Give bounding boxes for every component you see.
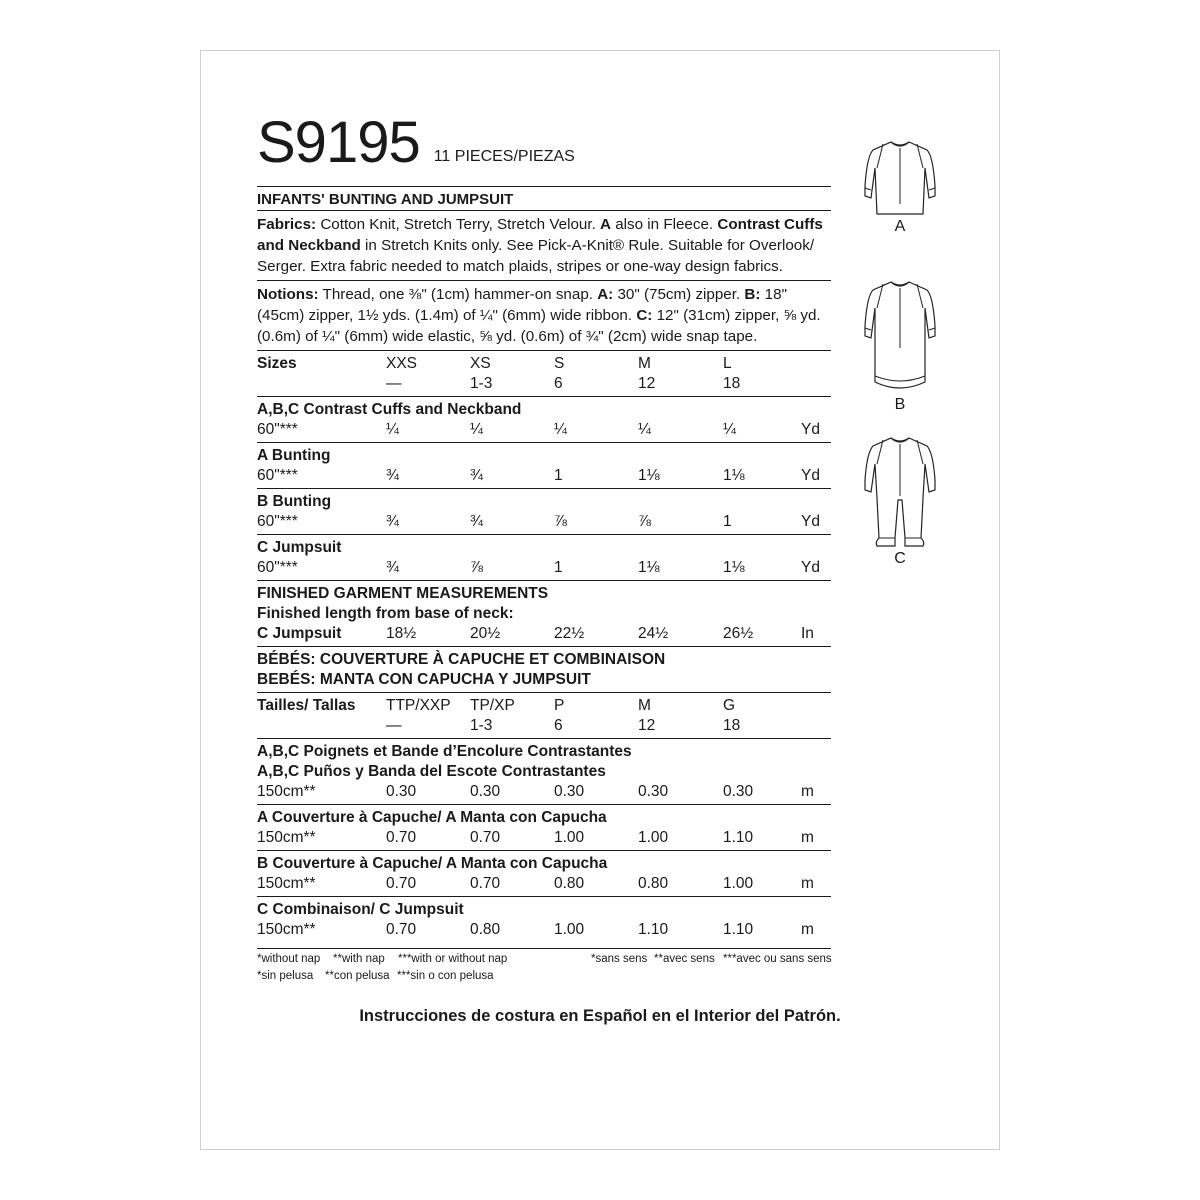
size-range: 6	[554, 717, 563, 734]
yardage-heading: B Bunting	[257, 493, 332, 510]
size-range: —	[386, 717, 402, 734]
metric-row-b	[257, 851, 831, 896]
measurement-value: 18½	[386, 625, 417, 642]
yardage-value: 0.80	[470, 921, 501, 938]
section-subheading: Finished length from base of neck:	[257, 605, 514, 622]
yardage-value: 1⅛	[638, 559, 660, 576]
yardage-value: ⅞	[554, 513, 567, 530]
yardage-metric-table	[257, 738, 831, 942]
footnote: ***sin o con pelusa	[397, 970, 494, 982]
unit: m	[801, 783, 814, 800]
yardage-value: 1.10	[638, 921, 669, 938]
yardage-heading: B Couverture à Capuche/ A Manta con Capucha	[257, 855, 608, 872]
bunting-b-sketch-icon	[855, 278, 945, 403]
size: M	[638, 355, 651, 372]
unit: Yd	[801, 513, 820, 530]
yardage-value: 0.30	[723, 783, 754, 800]
unit: Yd	[801, 559, 820, 576]
size-range: 18	[723, 717, 741, 734]
sizes-label: Tailles/ Tallas	[257, 697, 356, 714]
yardage-value: 0.70	[386, 829, 417, 846]
measurement-value: 20½	[470, 625, 501, 642]
notions-label: Notions:	[257, 286, 319, 303]
pattern-title: INFANTS' BUNTING AND JUMPSUIT	[257, 191, 514, 208]
size: XXS	[386, 355, 418, 372]
fabrics-label: Fabrics:	[257, 216, 317, 233]
yardage-value: ¼	[470, 421, 483, 438]
spanish-instructions-note: Instrucciones de costura en Español en el Interior del Patrón.	[359, 1007, 841, 1025]
yardage-value: ¼	[723, 421, 736, 438]
unit: Yd	[801, 421, 820, 438]
yardage-heading: C Combinaison/ C Jumpsuit	[257, 901, 464, 918]
section-heading: FINISHED GARMENT MEASUREMENTS	[257, 585, 549, 602]
yardage-value: 1⅛	[638, 467, 660, 484]
measurement-value: 24½	[638, 625, 669, 642]
yardage-heading: A Couverture à Capuche/ A Manta con Capucha	[257, 809, 607, 826]
yardage-value: 1.00	[554, 921, 585, 938]
footnote: *sans sens	[591, 953, 648, 965]
yardage-heading: C Jumpsuit	[257, 539, 342, 556]
yardage-row-cuffs	[257, 397, 831, 442]
sizes-label: Sizes	[257, 355, 297, 372]
yardage-value: ⅞	[470, 559, 483, 576]
footnote: **con pelusa	[325, 970, 390, 982]
footnote: *without nap	[257, 953, 321, 965]
yardage-heading: A,B,C Contrast Cuffs and Neckband	[257, 401, 522, 418]
fabric-width: 150cm**	[257, 921, 316, 938]
footnote: ***with or without nap	[398, 953, 508, 965]
size-range: 12	[638, 375, 656, 392]
size: XS	[470, 355, 491, 372]
fabric-width: 150cm**	[257, 829, 316, 846]
yardage-heading: A,B,C Puños y Banda del Escote Contrastantes	[257, 763, 606, 780]
measurement-value: 22½	[554, 625, 585, 642]
yardage-value: 1	[554, 467, 563, 484]
metric-row-a	[257, 805, 831, 850]
footnote: ***avec ou sans sens	[723, 953, 832, 965]
yardage-row-b-bunting	[257, 489, 831, 534]
metric-row-c	[257, 897, 831, 942]
yardage-value: 0.30	[638, 783, 669, 800]
yardage-value: ¾	[470, 467, 483, 484]
metric-row-cuffs	[257, 739, 831, 804]
fr-es-titles	[257, 647, 831, 692]
view-label: B	[894, 396, 906, 413]
measurement-value: 26½	[723, 625, 754, 642]
yardage-heading: A,B,C Poignets et Bande d’Encolure Contrastantes	[257, 743, 632, 760]
size-range: 1-3	[470, 375, 493, 392]
yardage-value: 0.70	[470, 829, 501, 846]
measurement-label: C Jumpsuit	[257, 625, 342, 642]
yardage-value: ¾	[386, 559, 399, 576]
yardage-value: 1.10	[723, 921, 754, 938]
yardage-value: 0.30	[470, 783, 501, 800]
size-range: 6	[554, 375, 563, 392]
fabric-width: 60"***	[257, 513, 298, 530]
yardage-value: 1.00	[638, 829, 669, 846]
yardage-heading: A Bunting	[257, 447, 331, 464]
fabric-width: 60"***	[257, 467, 298, 484]
size: G	[723, 697, 736, 714]
yardage-en-table	[257, 396, 831, 580]
yardage-value: 0.30	[554, 783, 585, 800]
fabric-width: 60"***	[257, 421, 298, 438]
yardage-value: 0.70	[470, 875, 501, 892]
unit: m	[801, 921, 814, 938]
yardage-value: 1⅛	[723, 559, 745, 576]
yardage-value: 0.70	[386, 875, 417, 892]
yardage-value: 1.00	[554, 829, 585, 846]
yardage-value: 0.30	[386, 783, 417, 800]
fabric-width: 60"***	[257, 559, 298, 576]
size: TP/XP	[470, 697, 515, 714]
size: P	[554, 697, 565, 714]
finished-measurements	[257, 581, 831, 646]
yardage-value: ¼	[554, 421, 567, 438]
jumpsuit-c-sketch-icon	[855, 434, 945, 559]
yardage-value: 1	[723, 513, 732, 530]
size-range: 1-3	[470, 717, 493, 734]
sizes-en	[257, 351, 831, 396]
fr-title: BÉBÉS: COUVERTURE À CAPUCHE ET COMBINAISON	[257, 651, 666, 668]
yardage-row-c-jumpsuit	[257, 535, 831, 580]
sizes-fr	[257, 693, 831, 738]
yardage-value: ¼	[638, 421, 651, 438]
yardage-value: ¼	[386, 421, 399, 438]
pattern-number: S9195	[257, 110, 420, 175]
unit: m	[801, 829, 814, 846]
yardage-value: 1.10	[723, 829, 754, 846]
view-label: A	[894, 218, 906, 235]
yardage-value: ¾	[470, 513, 483, 530]
unit: m	[801, 875, 814, 892]
yardage-value: 0.70	[386, 921, 417, 938]
yardage-value: 1.00	[723, 875, 754, 892]
yardage-value: 1⅛	[723, 467, 745, 484]
piece-count: 11 PIECES/PIEZAS	[433, 148, 575, 165]
footnotes	[257, 949, 831, 985]
es-title: BEBÉS: MANTA CON CAPUCHA Y JUMPSUIT	[257, 671, 591, 688]
footnote: *sin pelusa	[257, 970, 314, 982]
size: TTP/XXP	[386, 697, 451, 714]
yardage-value: 1	[554, 559, 563, 576]
size-range: —	[386, 375, 402, 392]
fabric-width: 150cm**	[257, 783, 316, 800]
yardage-value: ¾	[386, 513, 399, 530]
size: S	[554, 355, 565, 372]
yardage-value: 0.80	[638, 875, 669, 892]
yardage-row-a-bunting	[257, 443, 831, 488]
fabric-width: 150cm**	[257, 875, 316, 892]
size-range: 18	[723, 375, 741, 392]
size-range: 12	[638, 717, 656, 734]
yardage-value: 0.80	[554, 875, 585, 892]
yardage-value: ⅞	[638, 513, 651, 530]
size: L	[723, 355, 732, 372]
fabrics-text: Fabrics: Cotton Knit, Stretch Terry, Stretch Velour. A also in Fleece. Contrast Cuffs and Neckband in Stretch Knits only. See Pick-A-Knit® Rule. Suitable for Overlook/ Serger. Extra fabric needed to match plaids, stripes or one-way design fabrics.	[257, 216, 823, 275]
pattern-info	[257, 110, 831, 985]
unit: In	[801, 625, 814, 642]
headline	[257, 110, 831, 175]
view-label: C	[894, 550, 906, 567]
yardage-value: ¾	[386, 467, 399, 484]
footnote: **avec sens	[654, 953, 715, 965]
footnote: **with nap	[333, 953, 385, 965]
size: M	[638, 697, 651, 714]
unit: Yd	[801, 467, 820, 484]
bunting-a-sketch-icon	[855, 138, 945, 223]
notions-text: Notions: Thread, one ⅜" (1cm) hammer-on snap. A: 30" (75cm) zipper. B: 18" (45cm) zipper, 1½ yds. (1.4m) of ¼" (6mm) wide ribbon. C: 12" (31cm) zipper, ⅝ yd. (0.6m) of ¼" (6mm) wide elastic, ⅝ yd. (0.6m) of ¾" (2cm) wide snap tape.	[257, 286, 821, 345]
